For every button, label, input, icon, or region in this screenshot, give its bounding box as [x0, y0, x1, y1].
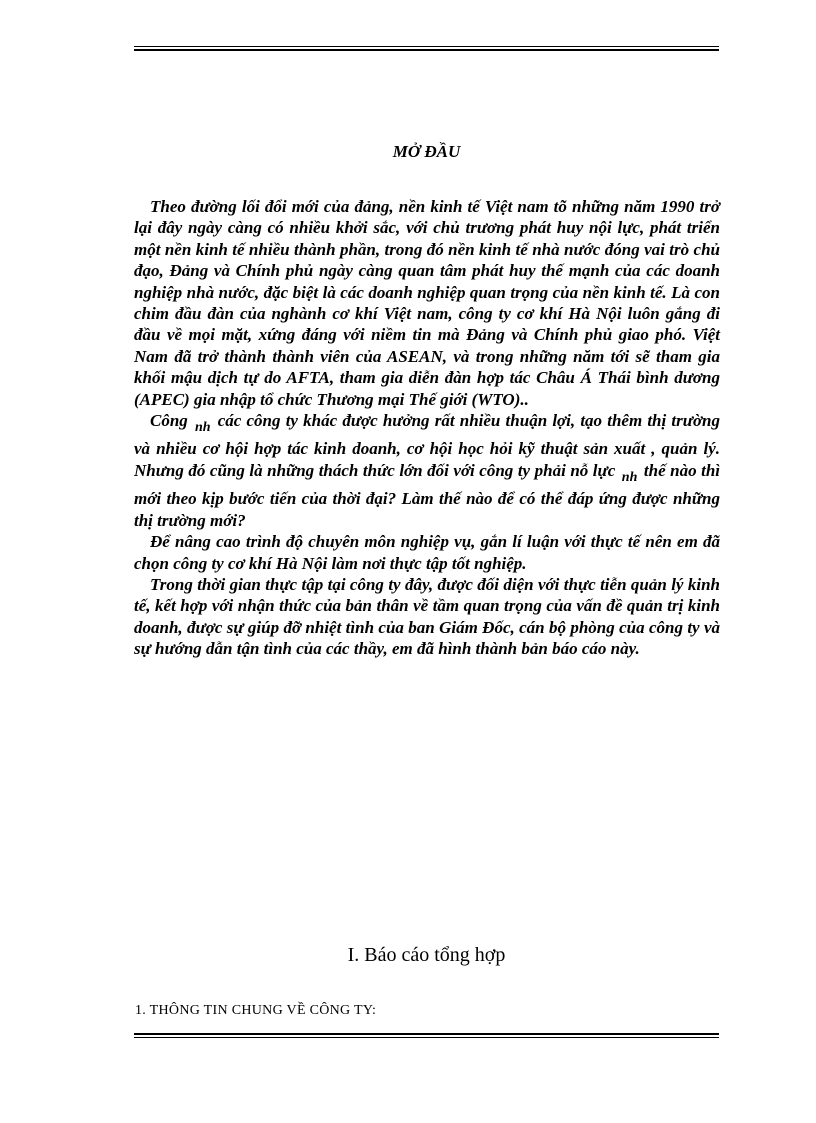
- footer-double-rule: [134, 1033, 719, 1038]
- paragraph-2-subscript-2: nh: [621, 469, 638, 485]
- header-rule-thick: [134, 49, 719, 51]
- sub-heading: 1. THÔNG TIN CHUNG VỀ CÔNG TY:: [135, 1003, 377, 1018]
- paragraph-2-start: Công: [150, 411, 188, 431]
- paragraph-1: Theo đường lối đổi mới của đảng, nền kinh tế Việt nam tõ những năm 1990 trở lại đây ngày càng có nhiều khởi sắc, với chủ trương phát huy nội lực, phát triển một nền kinh tế nhiều thành phần, trong đó nền kinh tế nhà nước đóng vai trò chủ đạo, Đảng và Chính phủ ngày càng quan tâm phát huy thế mạnh của các doanh nghiệp nhà nước, đặc biệt là các doanh nghiệp quan trọng của nền kinh tế. Là con chim đầu đàn của nghành cơ khí Việt nam, công ty cơ khí Hà Nội luôn gắng đi đầu về mọi mặt, xứng đáng với niềm tin mà Đảng và Chính phủ giao phó. Việt Nam đã trở thành thành viên của ASEAN, và trong những năm tới sẽ tham gia khối mậu dịch tự do AFTA, tham gia diễn đàn hợp tác Châu Á Thái bình dương (APEC) gia nhập tổ chức Thương mại Thế giới (WTO)..: [134, 197, 720, 409]
- paragraph-2-end: thế nào thì mới theo kịp bước tiến của thời đại? Làm thế nào để có thể đáp ứng được những thị trường mới?: [134, 460, 721, 530]
- header-double-rule: [134, 46, 719, 51]
- section-title: I. Báo cáo tổng hợp: [347, 944, 506, 966]
- paragraph-2-middle: các công ty khác được hưởng rất nhiều thuận lợi, tạo thêm thị trường và nhiều cơ hội hợp tác kinh doanh, cơ hội học hỏi kỹ thuật sản xuất , quản lý. Nhưng đó cũng là những thách thức lớn đối với công ty phải nỗ lực: [134, 411, 721, 480]
- body-text: [134, 196, 720, 660]
- paragraph-4: Trong thời gian thực tập tại công ty đây, được đối diện với thực tiễn quản lý kinh tế, kết hợp với nhận thức của bản thân về tầm quan trọng của vấn đề quản trị kinh doanh, được sự giúp đỡ nhiệt tình của ban Giám Đốc, cán bộ phòng của công ty và sự hướng dẫn tận tình của các thầy, em đã hình thành bản báo cáo này.: [134, 574, 720, 659]
- paragraph-2-subscript-1: nh: [194, 420, 211, 436]
- paragraph-2: [134, 410, 720, 531]
- page-heading: MỞ ĐẦU: [392, 142, 461, 161]
- header-rule-thin: [134, 46, 719, 47]
- paragraph-3: Để nâng cao trình độ chuyên môn nghiệp vụ, gắn lí luận với thực tế nên em đã chọn công ty cơ khí Hà Nội làm nơi thực tập tốt nghiệp.: [134, 532, 720, 573]
- footer-rule-thick: [134, 1033, 719, 1035]
- footer-rule-thin: [134, 1037, 719, 1038]
